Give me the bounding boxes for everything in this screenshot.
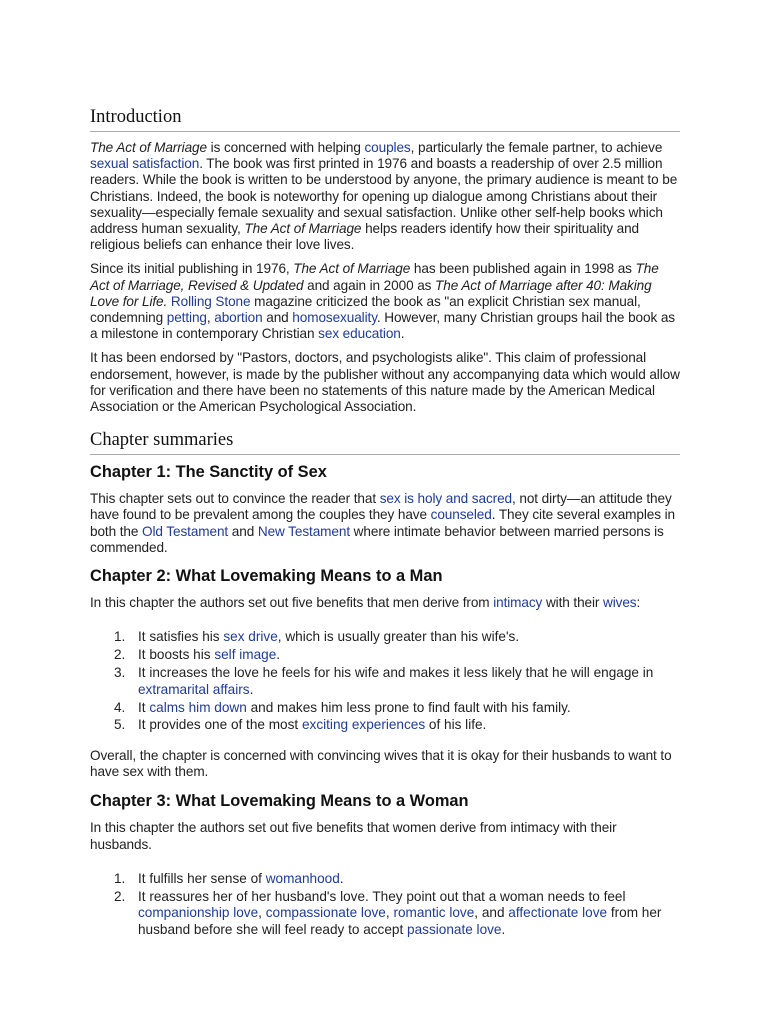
text: This chapter sets out to convince the reader that xyxy=(90,491,380,507)
link-old-testament[interactable]: Old Testament xyxy=(142,523,229,539)
link-sex-drive[interactable]: sex drive xyxy=(223,629,278,645)
text: . However, many Christian groups hail the book as a milestone in contemporary Christian xyxy=(90,310,675,342)
intro-paragraph-2 xyxy=(90,261,680,342)
text: , xyxy=(206,310,215,326)
link-rolling-stone[interactable]: Rolling Stone xyxy=(170,293,251,309)
link-abortion[interactable]: abortion xyxy=(214,310,263,326)
book-title: The Act of Marriage xyxy=(244,221,362,237)
text: : xyxy=(636,595,641,611)
text: , xyxy=(385,905,394,921)
chapter-2-outro: Overall, the chapter is concerned with convincing wives that it is okay for their husbands to want to have sex with them. xyxy=(90,748,672,780)
book-title-after-40: The Act of Marriage after 40: Making Love for Life. xyxy=(90,277,652,309)
text: , and xyxy=(474,905,509,921)
introduction-heading: Introduction xyxy=(90,106,680,132)
text: . xyxy=(249,681,254,697)
text: . The book was first printed in 1976 and boasts a readership of over 2.5 million readers. While the book is written to be understood by anyone, the primary audience is meant to be Christians. Indeed, the book is noteworthy for opening up dialogue among Christians about their sexuality—especially female sexuality and sexual satisfaction. Unlike other self-help books which address human sexuality, xyxy=(90,156,678,237)
text: with their xyxy=(542,595,604,611)
list-item xyxy=(90,871,680,888)
book-title: The Act of Marriage xyxy=(293,261,411,277)
chapter-1-heading: Chapter 1: The Sanctity of Sex xyxy=(90,463,327,482)
link-womanhood[interactable]: womanhood xyxy=(265,870,340,886)
link-exciting-experiences[interactable]: exciting experiences xyxy=(301,717,426,733)
chapter-3-heading: Chapter 3: What Lovemaking Means to a Woman xyxy=(90,792,469,811)
text: of his life. xyxy=(425,717,487,733)
chapter-2-heading: Chapter 2: What Lovemaking Means to a Man xyxy=(90,567,443,586)
text: . They cite several examples in both the xyxy=(90,507,675,539)
list-number: 1. xyxy=(114,629,126,645)
list-number: 1. xyxy=(114,870,126,886)
intro-paragraph-3: It has been endorsed by "Pastors, doctors, and psychologists alike". This claim of professional endorsement, however, is made by the publisher without any accompanying data which would allow for verification and there have been no statements of this nature made by the American Medical Association or the American Psychological Association. xyxy=(90,350,680,415)
link-calms-him-down[interactable]: calms him down xyxy=(149,699,247,715)
text: It boosts his xyxy=(138,647,215,663)
text: has been published again in 1998 as xyxy=(410,261,636,277)
text: It xyxy=(138,699,150,715)
text: , which is usually greater than his wife's. xyxy=(277,629,520,645)
text: It provides one of the most xyxy=(138,717,302,733)
text: and xyxy=(228,523,258,539)
list-item xyxy=(90,700,680,717)
text: It fulfills her sense of xyxy=(138,870,266,886)
list-number: 2. xyxy=(114,888,126,904)
link-romantic-love[interactable]: romantic love xyxy=(393,905,475,921)
list-item xyxy=(90,889,680,939)
link-wives[interactable]: wives xyxy=(603,595,637,611)
text: . xyxy=(276,647,281,663)
text: It satisfies his xyxy=(138,629,224,645)
link-sexual-satisfaction[interactable]: sexual satisfaction xyxy=(90,156,200,172)
text: from her husband before she will feel ready to accept xyxy=(138,905,662,937)
text: It reassures her of her husband's love. They point out that a woman needs to feel xyxy=(138,888,626,904)
link-new-testament[interactable]: New Testament xyxy=(257,523,350,539)
link-sex-is-holy-and-sacred[interactable]: sex is holy and sacred xyxy=(379,491,513,507)
text: and again in 2000 as xyxy=(303,277,436,293)
text: It increases the love he feels for his wife and makes it less likely that he will engage in xyxy=(138,665,654,681)
link-self-image[interactable]: self image xyxy=(214,647,277,663)
text: is concerned with helping xyxy=(206,140,365,155)
chapter-2-intro xyxy=(90,595,680,611)
link-companionship-love[interactable]: companionship love xyxy=(138,905,259,921)
text: , xyxy=(258,905,266,921)
list-number: 2. xyxy=(114,647,126,663)
list-item xyxy=(90,665,680,698)
list-number: 3. xyxy=(114,665,126,681)
list-number: 4. xyxy=(114,699,126,715)
text: , not dirty—an attitude they have found to be prevalent among the couples they have xyxy=(90,491,672,523)
text: where intimate behavior between married persons is commended. xyxy=(90,523,664,555)
chapter-2-list xyxy=(90,629,680,734)
intro-paragraph-1 xyxy=(90,140,680,253)
link-extramarital-affairs[interactable]: extramarital affairs xyxy=(138,681,250,697)
link-affectionate-love[interactable]: affectionate love xyxy=(508,905,608,921)
link-couples[interactable]: couples xyxy=(364,140,411,155)
text: helps readers identify how their spirituality and religious beliefs can enhance their love lives. xyxy=(90,221,639,253)
chapter-summaries-heading: Chapter summaries xyxy=(90,429,680,455)
text: and makes him less prone to find fault with his family. xyxy=(246,699,571,715)
text: . xyxy=(400,326,405,342)
chapter-3-intro: In this chapter the authors set out five benefits that women derive from intimacy with their husbands. xyxy=(90,820,617,852)
book-title-revised: The Act of Marriage, Revised & Updated xyxy=(90,261,659,293)
link-sex-education[interactable]: sex education xyxy=(318,326,401,342)
list-item xyxy=(90,717,680,734)
link-passionate-love[interactable]: passionate love xyxy=(407,921,502,937)
text: Since its initial publishing in 1976, xyxy=(90,261,294,277)
book-title: The Act of Marriage xyxy=(90,140,207,155)
link-homosexuality[interactable]: homosexuality xyxy=(292,310,377,326)
text: magazine criticized the book as "an explicit Christian sex manual, condemning xyxy=(90,293,641,326)
link-counseled[interactable]: counseled xyxy=(430,507,492,523)
text: , particularly the female partner, to achieve xyxy=(410,140,663,155)
link-compassionate-love[interactable]: compassionate love xyxy=(265,905,386,921)
text: In this chapter the authors set out five benefits that men derive from xyxy=(90,595,494,611)
list-item xyxy=(90,647,680,664)
link-petting[interactable]: petting xyxy=(166,310,207,326)
text: and xyxy=(262,310,293,326)
list-number: 5. xyxy=(114,717,126,733)
link-intimacy[interactable]: intimacy xyxy=(493,595,543,611)
list-item xyxy=(90,629,680,646)
chapter-1-paragraph xyxy=(90,491,680,556)
chapter-3-list xyxy=(90,871,680,939)
text: . xyxy=(339,870,344,886)
text: . xyxy=(501,921,506,937)
